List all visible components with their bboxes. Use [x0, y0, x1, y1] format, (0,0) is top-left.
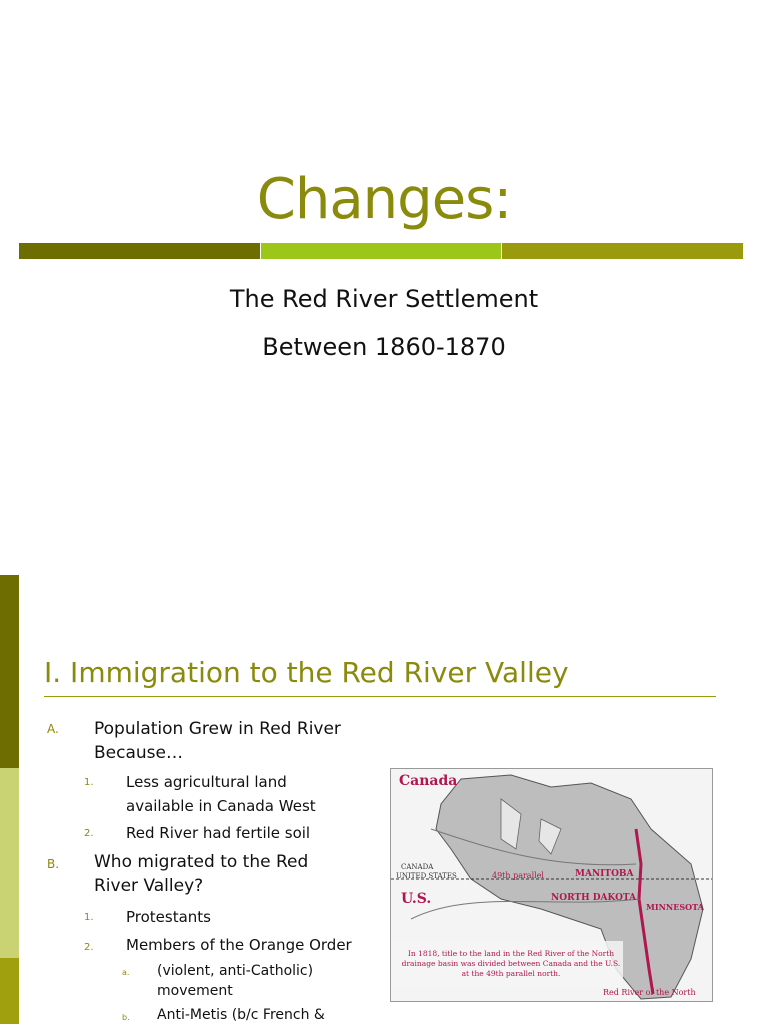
list-item-text: Red River had fertile soil — [126, 824, 311, 842]
map-caption — [396, 949, 626, 979]
map-label-us: U.S. — [401, 891, 432, 907]
list-item-text: available in Canada West — [126, 797, 316, 815]
list-item — [126, 770, 316, 818]
list-item — [94, 717, 341, 765]
map-caption-line: drainage basin was divided between Canada and the U.S. — [401, 959, 621, 968]
list-item-text: (violent, anti-Catholic) — [157, 963, 314, 979]
list-marker: b. — [122, 1013, 130, 1022]
content-slide — [0, 575, 768, 1024]
heading-rule — [44, 696, 716, 697]
list-marker: 2. — [84, 828, 94, 839]
list-item-text: Because… — [94, 743, 183, 763]
slide-subtitle-line2: Between 1860-1870 — [262, 333, 506, 361]
accent-bar-left — [19, 243, 260, 259]
accent-bar-right — [502, 243, 743, 259]
map-caption-line: In 1818, title to the land in the Red River of the North — [407, 949, 615, 958]
list-item-text: movement — [157, 983, 233, 999]
list-marker: a. — [122, 968, 130, 977]
map-label-canada: Canada — [399, 773, 458, 789]
map-label-canada-small: CANADA — [401, 863, 434, 871]
list-item — [126, 933, 352, 957]
sidebar-block-bottom — [0, 958, 19, 1024]
list-item-text: Protestants — [126, 908, 211, 926]
list-item — [126, 905, 211, 929]
map-label-manitoba: MANITOBA — [575, 869, 634, 879]
list-marker: 1. — [84, 777, 94, 788]
map-label-north-dakota: NORTH DAKOTA — [551, 893, 637, 903]
list-item-text: Population Grew in Red River — [94, 719, 341, 739]
accent-bar-middle — [261, 243, 501, 259]
list-item-text: Less agricultural land — [126, 773, 287, 791]
list-marker: 1. — [84, 912, 94, 923]
red-river-map — [390, 768, 713, 1002]
list-item — [157, 961, 313, 1001]
map-label-parallel: 49th parallel — [492, 871, 544, 880]
list-marker: B. — [47, 857, 60, 871]
list-marker: 2. — [84, 942, 94, 953]
map-label-river: Red River of the North — [603, 988, 696, 997]
map-label-united-states: UNITED STATES — [396, 872, 457, 880]
slide-heading: I. Immigration to the Red River Valley — [44, 656, 569, 689]
sidebar-block-middle — [0, 768, 19, 958]
list-item — [94, 850, 308, 898]
list-item-text: River Valley? — [94, 876, 204, 896]
slide-title: Changes: — [256, 167, 512, 232]
list-item-text: Members of the Orange Order — [126, 936, 352, 954]
slide-sidebar — [0, 575, 19, 1024]
list-marker: A. — [47, 722, 59, 736]
list-item-text: Who migrated to the Red — [94, 852, 309, 872]
map-label-minnesota: MINNESOTA — [646, 902, 704, 912]
list-item — [157, 1005, 325, 1025]
slide-subtitle-line1: The Red River Settlement — [229, 285, 539, 313]
sidebar-block-top — [0, 575, 19, 768]
map-caption-line: at the 49th parallel north. — [461, 969, 561, 978]
list-item — [126, 821, 310, 845]
list-item-text: Anti-Metis (b/c French & — [157, 1007, 325, 1023]
